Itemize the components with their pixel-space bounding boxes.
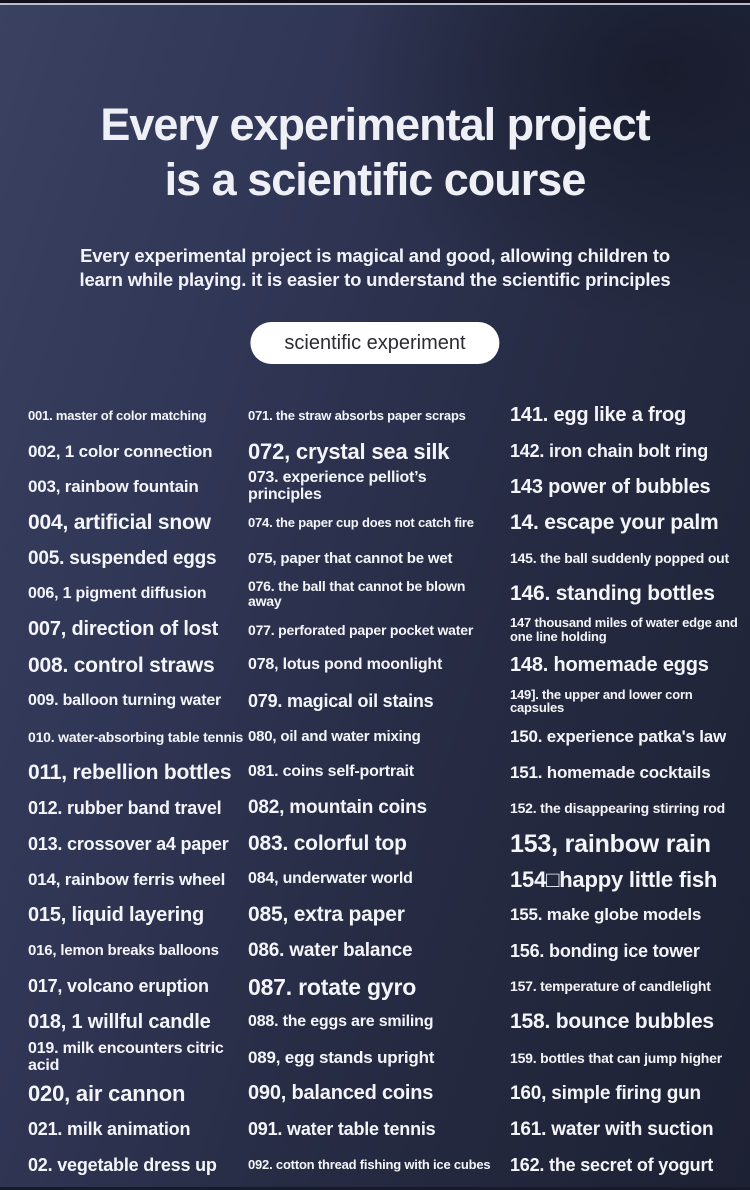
experiment-item: 079. magical oil stains	[248, 690, 434, 711]
experiment-item: 149]. the upper and lower corn capsules	[510, 686, 693, 716]
experiment-item: 151. homemade cocktails	[510, 762, 711, 782]
experiment-item: 083. colorful top	[248, 831, 407, 855]
experiment-item: 004, artificial snow	[28, 510, 211, 534]
page-title-line2: is a scientific course	[164, 153, 586, 205]
experiment-list	[0, 398, 750, 1183]
experiment-item: 082, mountain coins	[248, 797, 427, 819]
experiment-item: 017, volcano eruption	[28, 976, 209, 997]
experiment-item: 075, paper that cannot be wet	[248, 549, 453, 567]
experiment-item: 002, 1 color connection	[28, 441, 213, 461]
experiment-item: 015, liquid layering	[28, 903, 205, 926]
experiment-item: 019. milk encounters citric acid	[28, 1040, 224, 1075]
experiment-item: 147 thousand miles of water edge and one line holding	[510, 615, 738, 644]
experiment-item: 021. milk animation	[28, 1119, 191, 1140]
experiment-item: 073. experience pelliot’s principles	[248, 469, 427, 504]
experiment-item: 003, rainbow fountain	[28, 477, 199, 497]
experiment-item: 153, rainbow rain	[510, 829, 711, 858]
experiment-item: 016, lemon breaks balloons	[28, 942, 219, 960]
experiment-item: 092. cotton thread fishing with ice cubes	[248, 1157, 491, 1173]
experiment-item: 013. crossover a4 paper	[28, 833, 229, 854]
experiment-item: 157. temperature of candlelight	[510, 978, 711, 995]
experiment-column-071-092	[248, 398, 510, 1183]
experiment-item: 161. water with suction	[510, 1118, 714, 1140]
experiment-item: 162. the secret of yogurt	[510, 1154, 714, 1175]
experiment-item: 008. control straws	[28, 653, 215, 677]
page-subtitle	[0, 244, 750, 292]
experiment-item: 148. homemade eggs	[510, 654, 709, 677]
experiment-item: 160, simple firing gun	[510, 1082, 701, 1104]
experiment-item: 143 power of bubbles	[510, 475, 711, 498]
experiment-column-001-022	[28, 398, 248, 1183]
page-subtitle-line2: learn while playing. it is easier to understand the scientific principles	[79, 269, 671, 291]
experiment-item: 076. the ball that cannot be blown away	[248, 578, 466, 610]
experiment-item: 145. the ball suddenly popped out	[510, 550, 729, 567]
experiment-item: 072, crystal sea silk	[248, 438, 450, 464]
experiment-item: 081. coins self-portrait	[248, 763, 414, 781]
experiment-item: 090, balanced coins	[248, 1082, 434, 1105]
experiment-item: 142. iron chain bolt ring	[510, 440, 709, 461]
page-title	[0, 98, 750, 208]
experiment-item: 074. the paper cup does not catch fire	[248, 515, 474, 531]
experiment-item: 077. perforated paper pocket water	[248, 621, 474, 638]
experiment-item: 088. the eggs are smiling	[248, 1013, 434, 1031]
experiment-item: 089, egg stands upright	[248, 1048, 435, 1068]
experiment-item: 005. suspended eggs	[28, 547, 217, 569]
scientific-experiment-tag-button[interactable]: scientific experiment	[250, 322, 499, 364]
experiment-item: 006, 1 pigment diffusion	[28, 584, 207, 602]
experiment-item: 091. water table tennis	[248, 1119, 436, 1140]
experiment-item: 146. standing bottles	[510, 582, 715, 606]
experiment-item: 080, oil and water mixing	[248, 728, 421, 746]
experiment-item: 085, extra paper	[248, 903, 405, 927]
experiment-item: 150. experience patka's law	[510, 727, 726, 747]
page-title-line1: Every experimental project	[100, 99, 650, 150]
experiment-item: 084, underwater world	[248, 870, 413, 888]
experiment-item: 141. egg like a frog	[510, 404, 687, 427]
top-border-light-line	[0, 3, 750, 5]
experiment-item: 159. bottles that can jump higher	[510, 1049, 722, 1066]
experiment-item: 156. bonding ice tower	[510, 940, 700, 961]
experiment-item: 087. rotate gyro	[248, 973, 417, 1000]
experiment-item: 020, air cannon	[28, 1081, 186, 1107]
experiment-item: 071. the straw absorbs paper scraps	[248, 407, 466, 423]
experiment-item: 152. the disappearing stirring rod	[510, 799, 725, 816]
page-subtitle-line1: Every experimental project is magical and good, allowing children to	[80, 245, 670, 266]
experiment-item: 086. water balance	[248, 940, 413, 962]
experiment-item: 001. master of color matching	[28, 407, 207, 423]
experiment-item: 018, 1 willful candle	[28, 1010, 211, 1033]
experiment-item: 14. escape your palm	[510, 510, 719, 534]
experiment-item: 154□happy little fish	[510, 867, 718, 893]
experiment-item: 078, lotus pond moonlight	[248, 656, 443, 674]
experiment-column-141-162	[510, 398, 750, 1183]
experiment-item: 155. make globe models	[510, 905, 702, 925]
experiment-item: 012. rubber band travel	[28, 797, 222, 818]
experiment-item: 007, direction of lost	[28, 618, 219, 641]
experiment-item: 02. vegetable dress up	[28, 1154, 217, 1175]
experiment-item: 010. water-absorbing table tennis	[28, 728, 244, 745]
experiment-item: 011, rebellion bottles	[28, 760, 232, 784]
experiment-item: 009. balloon turning water	[28, 691, 222, 709]
experiment-item: 014, rainbow ferris wheel	[28, 869, 226, 889]
experiment-item: 158. bounce bubbles	[510, 1010, 714, 1034]
